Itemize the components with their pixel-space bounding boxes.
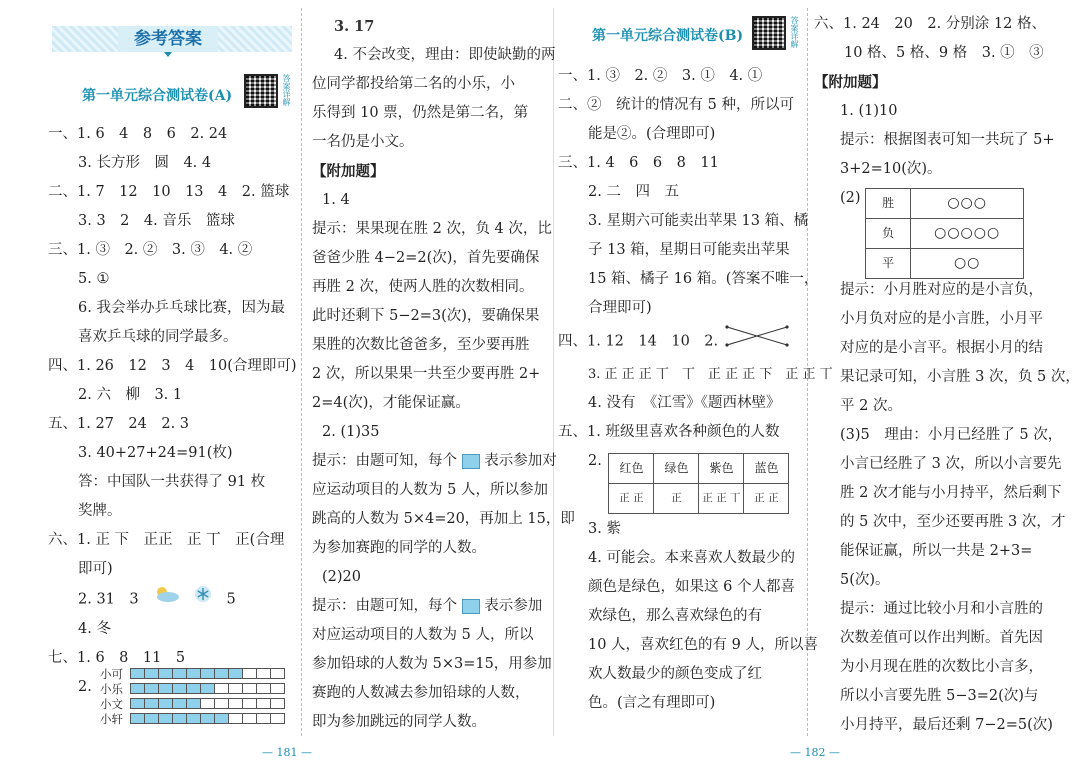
answer-line bbox=[48, 584, 294, 615]
hint-line: 再胜 2 次，使两人胜的次数相同。 bbox=[312, 279, 534, 295]
bonus-heading: 【附加题】 bbox=[312, 163, 385, 180]
hint-line: 此时还剩下 5−2=3(次)，要确保果 bbox=[312, 308, 540, 324]
answer-line: 3. 17 bbox=[334, 18, 375, 35]
hint-text: 表示参加 bbox=[484, 598, 543, 614]
snowflake-icon bbox=[194, 585, 212, 614]
answer-line: 五、1. 班级里喜欢各种颜色的人数 bbox=[558, 424, 780, 440]
test-a-column-2 bbox=[312, 12, 575, 737]
bar-fill-cell bbox=[144, 698, 159, 709]
test-b-column-2 bbox=[814, 10, 1080, 740]
bar-empty-cell bbox=[200, 698, 215, 709]
bar-empty-cell bbox=[228, 683, 243, 694]
row-label: 平 bbox=[866, 249, 911, 279]
answer-text: 四、1. 12 14 10 2. bbox=[558, 333, 719, 350]
answer-line: 二、② 统计的情况有 5 种，所以可 bbox=[558, 97, 794, 113]
test-b-title: 第一单元综合测试卷(B) bbox=[592, 28, 744, 44]
hint-line: 应运动项目的人数为 5 人，所以参加 bbox=[312, 482, 548, 498]
bar-empty-cell bbox=[256, 713, 271, 724]
bar-empty-cell bbox=[214, 683, 229, 694]
bar-fill-cell bbox=[130, 683, 145, 694]
answer-line: 能保证赢，所以一共是 2+3= bbox=[840, 543, 1033, 559]
hint-line bbox=[312, 592, 552, 621]
bar-label: 小文 bbox=[100, 697, 123, 711]
bar-fill-cell bbox=[214, 713, 229, 724]
table-cell: 正 正 bbox=[744, 484, 789, 514]
bar-empty-cell bbox=[242, 713, 257, 724]
result-tally-table bbox=[865, 188, 1024, 279]
hint-text: 表示参加对 bbox=[484, 453, 557, 469]
table-cell: 正 bbox=[654, 484, 699, 514]
qr-caption: 答案详解 bbox=[282, 74, 291, 106]
answer-line: 三、1. ③ 2. ② 3. ③ 4. ② bbox=[48, 242, 253, 258]
test-a-title: 第一单元综合测试卷(A) bbox=[82, 88, 233, 104]
bar-fill-cell bbox=[200, 683, 215, 694]
bar-fill-cell bbox=[186, 683, 201, 694]
row-label: 负 bbox=[866, 219, 911, 249]
bar-row bbox=[100, 683, 286, 695]
bar-empty-cell bbox=[256, 683, 271, 694]
answer-line: 小言已经胜了 3 次，所以小言要先 bbox=[840, 456, 1062, 472]
answer-line: 10 人，喜欢红色的有 9 人，所以喜 bbox=[588, 637, 819, 653]
bar-empty-cell bbox=[270, 713, 285, 724]
hint-line: 提示：根据图表可知一共玩了 5+ bbox=[840, 132, 1055, 148]
answer-line: 2. bbox=[78, 679, 92, 695]
bar-empty-cell bbox=[242, 683, 257, 694]
answer-line: 位同学都投给第二名的小乐，小 bbox=[312, 76, 515, 92]
bar-empty-cell bbox=[270, 683, 285, 694]
answer-line: 能是②。(合理即可) bbox=[588, 126, 716, 142]
bar-fill-cell bbox=[158, 668, 173, 679]
answer-line: 欢人数最少的颜色变成了红 bbox=[588, 666, 762, 682]
answer-text: 2. 31 3 bbox=[78, 591, 139, 608]
circle-marks: ○○○○○ bbox=[911, 219, 1024, 249]
hint-line: 爸爸少胜 4−2=2(次)，首先要确保 bbox=[312, 250, 540, 266]
answer-line: 2. (1)35 bbox=[322, 424, 380, 440]
hint-line: 为小月现在胜的次数比小言多， bbox=[840, 659, 1043, 675]
bar-fill-cell bbox=[130, 668, 145, 679]
answer-line: 喜欢乒乓球的同学最多。 bbox=[78, 329, 238, 345]
answer-line: 乐得到 10 票，仍然是第二名，第 bbox=[312, 105, 529, 121]
bar-empty-cell bbox=[228, 713, 243, 724]
bar-fill-cell bbox=[172, 668, 187, 679]
bar-empty-cell bbox=[242, 698, 257, 709]
bar-empty-cell bbox=[270, 668, 285, 679]
hint-line: 对应运动项目的人数为 5 人，所以 bbox=[312, 627, 534, 643]
page-gutter bbox=[553, 8, 554, 736]
bar-empty-cell bbox=[228, 698, 243, 709]
answer-line: 奖牌。 bbox=[78, 503, 122, 519]
bar-row bbox=[100, 668, 286, 680]
hint-line: 提示：通过比较小月和小言胜的 bbox=[840, 601, 1043, 617]
answer-line: 一、1. ③ 2. ② 3. ① 4. ① bbox=[558, 68, 763, 84]
bar-empty-cell bbox=[256, 668, 271, 679]
answer-text: (2) bbox=[840, 190, 861, 206]
bar-label: 小可 bbox=[100, 667, 123, 681]
bar-fill-cell bbox=[186, 668, 201, 679]
answer-line: 3. 长方形 圆 4. 4 bbox=[78, 155, 212, 171]
hint-line: 提示：果果现在胜 2 次，负 4 次，比 bbox=[312, 221, 552, 237]
answer-line: 三、1. 4 6 6 8 11 bbox=[558, 155, 719, 171]
hint-line: 平 2 次。 bbox=[840, 398, 902, 414]
circle-marks: ○○○ bbox=[911, 189, 1024, 219]
hint-text: 提示：由题可知，每个 bbox=[312, 598, 457, 614]
answer-line: 15 箱、橘子 16 箱。(答案不唯一， bbox=[588, 271, 819, 287]
bar-fill-cell bbox=[172, 683, 187, 694]
answer-line: 1. 4 bbox=[322, 192, 350, 208]
answer-line: 3. 40+27+24=91(枚) bbox=[78, 445, 233, 461]
test-b-answers bbox=[558, 62, 833, 718]
answer-line: 一名仍是小文。 bbox=[312, 134, 414, 150]
answer-line bbox=[814, 184, 1066, 276]
answer-line: 六、1. 正 下 正正 正 丅 正(合理 bbox=[48, 532, 285, 548]
answer-line: (3)5 理由：小月已经胜了 5 次， bbox=[840, 427, 1063, 443]
test-a-answers bbox=[48, 120, 297, 702]
hint-line: 赛跑的人数减去参加铅球的人数， bbox=[312, 685, 530, 701]
answer-line: 4. 没有 《江雪》《题西林壁》 bbox=[588, 395, 781, 411]
bar-fill-cell bbox=[200, 713, 215, 724]
hint-line: 2 次，所以果果一共至少要再胜 2+ bbox=[312, 366, 541, 382]
answer-line: 颜色是绿色，如果这 6 个人都喜 bbox=[588, 579, 795, 595]
color-tally-table bbox=[608, 453, 789, 514]
answer-line: 二、1. 7 12 10 13 4 2. 篮球 bbox=[48, 184, 290, 200]
answer-line: 5. ① bbox=[78, 271, 110, 287]
bar-fill-cell bbox=[130, 713, 145, 724]
answer-line: 子 13 箱，星期日可能卖出苹果 bbox=[588, 242, 790, 258]
triangle-icon bbox=[164, 52, 172, 57]
answer-line: 3. 紫 bbox=[588, 521, 621, 537]
answer-line: 5(次)。 bbox=[840, 572, 890, 588]
hint-line: 果记录可知，小言胜 3 次，负 5 次， bbox=[840, 369, 1080, 385]
cloudy-weather-icon bbox=[151, 584, 181, 615]
bar-fill-cell bbox=[144, 683, 159, 694]
answer-line: 五、1. 27 24 2. 3 bbox=[48, 416, 190, 432]
bar-fill-cell bbox=[228, 668, 243, 679]
person-unit-square-icon bbox=[462, 454, 480, 469]
hint-line bbox=[312, 447, 557, 476]
answer-line: 答：中国队一共获得了 91 枚 bbox=[78, 474, 266, 490]
bar-empty-cell bbox=[214, 698, 229, 709]
answer-line: 10 格、5 格、9 格 3. ① ③ bbox=[844, 45, 1044, 61]
bar-fill-cell bbox=[144, 713, 159, 724]
page-number-left: — 181 — bbox=[262, 746, 312, 759]
answer-text: 5 bbox=[226, 591, 236, 608]
answer-line: 6. 我会举办乒乓球比赛，因为最 bbox=[78, 300, 285, 316]
table-header-cell: 蓝色 bbox=[744, 454, 789, 484]
answer-line: 即可) bbox=[78, 561, 113, 577]
person-unit-square-icon bbox=[462, 599, 480, 614]
bar-fill-cell bbox=[158, 698, 173, 709]
table-cell: 正 正 bbox=[609, 484, 654, 514]
bar-fill-cell bbox=[186, 698, 201, 709]
bar-fill-cell bbox=[144, 668, 159, 679]
hint-line: 次数差值可以作出判断。首先因 bbox=[840, 630, 1043, 646]
answer-line: 3. 星期六可能卖出苹果 13 箱、橘 bbox=[588, 213, 809, 229]
circle-marks: ○○ bbox=[911, 249, 1024, 279]
bar-row bbox=[100, 713, 286, 725]
table-header-cell: 绿色 bbox=[654, 454, 699, 484]
hint-line: 3+2=10(次)。 bbox=[840, 161, 942, 177]
vote-bar-chart bbox=[100, 668, 290, 732]
answer-text: 2. bbox=[588, 453, 602, 469]
hint-line: 为参加赛跑的同学的人数。 bbox=[312, 540, 486, 556]
table-cell: 正 正 丅 bbox=[699, 484, 744, 514]
table-header-cell: 红色 bbox=[609, 454, 654, 484]
answer-line: 3. 正 正 正 丅 丅 正 正 正 下 正 正 丅 bbox=[588, 367, 833, 382]
hint-line: 小月持平，最后还剩 7−2=5(次) bbox=[840, 717, 1053, 733]
bar-fill-cell bbox=[158, 713, 173, 724]
answer-line: 4. 不会改变，理由：即使缺勤的两 bbox=[334, 47, 556, 63]
bar-fill-cell bbox=[172, 698, 187, 709]
answer-line: 1. (1)10 bbox=[840, 103, 898, 119]
test-b-column bbox=[558, 22, 806, 51]
bar-empty-cell bbox=[242, 668, 257, 679]
answer-line: 3. 3 2 4. 音乐 篮球 bbox=[78, 213, 235, 229]
bar-row bbox=[100, 698, 286, 710]
hint-line: 跳高的人数为 5×4=20，再加上 15，即 bbox=[312, 511, 575, 527]
table-header-cell: 紫色 bbox=[699, 454, 744, 484]
column-divider bbox=[301, 8, 302, 736]
hint-line: 所以小言要先胜 5−3=2(次)与 bbox=[840, 688, 1039, 704]
answer-line: 七、1. 6 8 11 5 bbox=[48, 650, 186, 666]
qr-caption: 答案详解 bbox=[790, 16, 799, 48]
bar-fill-cell bbox=[186, 713, 201, 724]
page-number-right: — 182 — bbox=[790, 746, 840, 759]
bar-empty-cell bbox=[270, 698, 285, 709]
bar-fill-cell bbox=[172, 713, 187, 724]
answer-line: 4. 冬 bbox=[78, 621, 111, 637]
bar-fill-cell bbox=[130, 698, 145, 709]
hint-line: 2=4(次)，才能保证赢。 bbox=[312, 395, 470, 411]
hint-line: 即为参加跳远的同学人数。 bbox=[312, 714, 486, 730]
answer-line bbox=[558, 447, 806, 509]
bar-empty-cell bbox=[256, 698, 271, 709]
hint-line: 果胜的次数比爸爸多，至少要再胜 bbox=[312, 337, 530, 353]
row-label: 胜 bbox=[866, 189, 911, 219]
answer-line: 4. 可能会。本来喜欢人数最少的 bbox=[588, 550, 795, 566]
bar-fill-cell bbox=[214, 668, 229, 679]
hint-text: 提示：由题可知，每个 bbox=[312, 453, 457, 469]
answer-line: (2)20 bbox=[322, 569, 361, 585]
hint-line: 小月负对应的是小言胜，小月平 bbox=[840, 311, 1043, 327]
answer-line: 胜 2 次才能与小月持平，然后剩下 bbox=[840, 485, 1062, 501]
hint-line: 对应的是小言平。根据小月的结 bbox=[840, 340, 1043, 356]
bonus-heading: 【附加题】 bbox=[814, 74, 887, 91]
bar-fill-cell bbox=[200, 668, 215, 679]
answer-line: 合理即可) bbox=[588, 300, 652, 316]
answer-line: 2. 二 四 五 bbox=[588, 184, 679, 200]
bar-label: 小轩 bbox=[100, 712, 123, 726]
answer-line: 的 5 次中，至少还要再胜 3 次，才 bbox=[840, 514, 1066, 530]
answer-line: 六、1. 24 20 2. 分别涂 12 格、 bbox=[814, 16, 1046, 32]
bar-fill-cell bbox=[158, 683, 173, 694]
hint-line: 参加铅球的人数为 5×3=15，用参加 bbox=[312, 656, 552, 672]
answer-line: 一、1. 6 4 8 6 2. 24 bbox=[48, 126, 228, 142]
matching-lines-figure bbox=[723, 323, 793, 360]
answer-line: 2. 六 柳 3. 1 bbox=[78, 387, 183, 403]
answer-line: 色。(言之有理即可) bbox=[588, 695, 716, 711]
answer-line bbox=[558, 323, 806, 360]
test-a-column bbox=[48, 82, 294, 111]
page-title: 参考答案 bbox=[118, 26, 218, 52]
hint-line: 提示：小月胜对应的是小言负， bbox=[840, 282, 1043, 298]
answer-line: 四、1. 26 12 3 4 10(合理即可) bbox=[48, 358, 297, 374]
bar-label: 小乐 bbox=[100, 682, 123, 696]
answer-line: 欢绿色，那么喜欢绿色的有 bbox=[588, 608, 762, 624]
